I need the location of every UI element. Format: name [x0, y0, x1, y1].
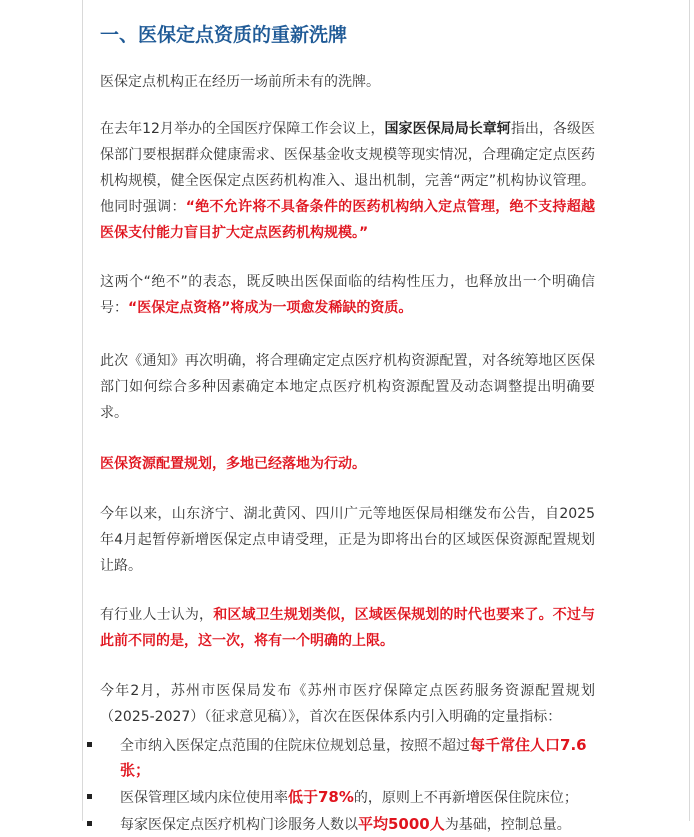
list-item-text: 医保管理区域内床位使用率	[120, 790, 288, 806]
section-heading: 一、医保定点资质的重新洗牌	[100, 24, 348, 46]
list-item-emphasis: 低于78%	[288, 788, 354, 806]
bullet-icon	[87, 794, 92, 799]
paragraph-intro: 医保定点机构正在经历一场前所未有的洗牌。	[100, 74, 380, 90]
paragraph-conference-text-a: 在去年12月举办的全国医疗保障工作会议上，	[100, 121, 385, 137]
right-frame-border	[689, 0, 690, 821]
speaker-quote: “绝不允许将不具备条件的医药机构纳入定点管理，绝不支持超越医保支付能力盲目扩大定点医药机构规模。”	[100, 199, 596, 241]
paragraph-industry-view	[100, 602, 595, 654]
paragraph-signal-text: 这两个“绝不”的表态，既反映出医保面临的结构性压力，也释放出一个明确信号：	[100, 274, 595, 316]
list-item-emphasis: 每千常住人口7.6张；	[120, 736, 587, 779]
list-item-text: 全市纳入医保定点范围的住院床位规划总量，按照不超过	[120, 738, 470, 754]
bullet-icon	[87, 821, 92, 826]
left-frame-border	[82, 0, 83, 821]
speaker-name: 国家医保局局长章轲	[384, 121, 511, 137]
paragraph-notice: 此次《通知》再次明确，将合理确定定点医疗机构资源配置，对各统筹地区医保部门如何综合多种因素确定本地定点医疗机构资源配置及动态调整提出明确要求。	[100, 353, 595, 421]
paragraph-conference-text-c: 指出，各级医保部门要根据群众健康需求、医保基金收支规模等现实情况，合理确定定点医药机构规模，健全医保定点医药机构准入、退出机制，完善“两定”机构协议管理。他同时强调：	[100, 121, 596, 215]
article-body	[100, 20, 595, 837]
paragraph-signal-emphasis: “医保定点资格”将成为一项愈发稀缺的资质。	[128, 300, 413, 316]
bullet-icon	[87, 742, 92, 747]
list-item	[100, 733, 595, 783]
paragraph-regional-suspension: 今年以来，山东济宁、湖北黄冈、四川广元等地医保局相继发布公告，自2025年4月起暂停新增医保定点申请受理，正是为即将出台的区域医保资源配置规划让路。	[100, 506, 595, 574]
list-item	[100, 812, 595, 837]
quota-list	[100, 733, 595, 837]
list-item-text: 每家医保定点医疗机构门诊服务人数以	[120, 817, 358, 833]
list-item-emphasis: 平均5000人	[358, 815, 445, 833]
paragraph-industry-view-emphasis: 和区域卫生规划类似，区域医保规划的时代也要来了。不过与此前不同的是，这一次，将有一个明确的上限。	[100, 607, 596, 649]
list-item	[100, 785, 595, 810]
paragraph-industry-view-text: 有行业人士认为，	[100, 607, 214, 623]
paragraph-signal	[100, 269, 595, 321]
list-item-text-tail: 为基础，控制总量。	[444, 817, 571, 833]
list-item-text-tail: 的，原则上不再新增医保住院床位；	[353, 790, 578, 806]
paragraph-conference	[100, 116, 595, 246]
paragraph-suzhou: 今年2月，苏州市医保局发布《苏州市医疗保障定点医药服务资源配置规划（2025-2027）（征求意见稿）》，首次在医保体系内引入明确的定量指标：	[100, 683, 595, 725]
paragraph-resource-planning: 医保资源配置规划，多地已经落地为行动。	[100, 456, 366, 472]
